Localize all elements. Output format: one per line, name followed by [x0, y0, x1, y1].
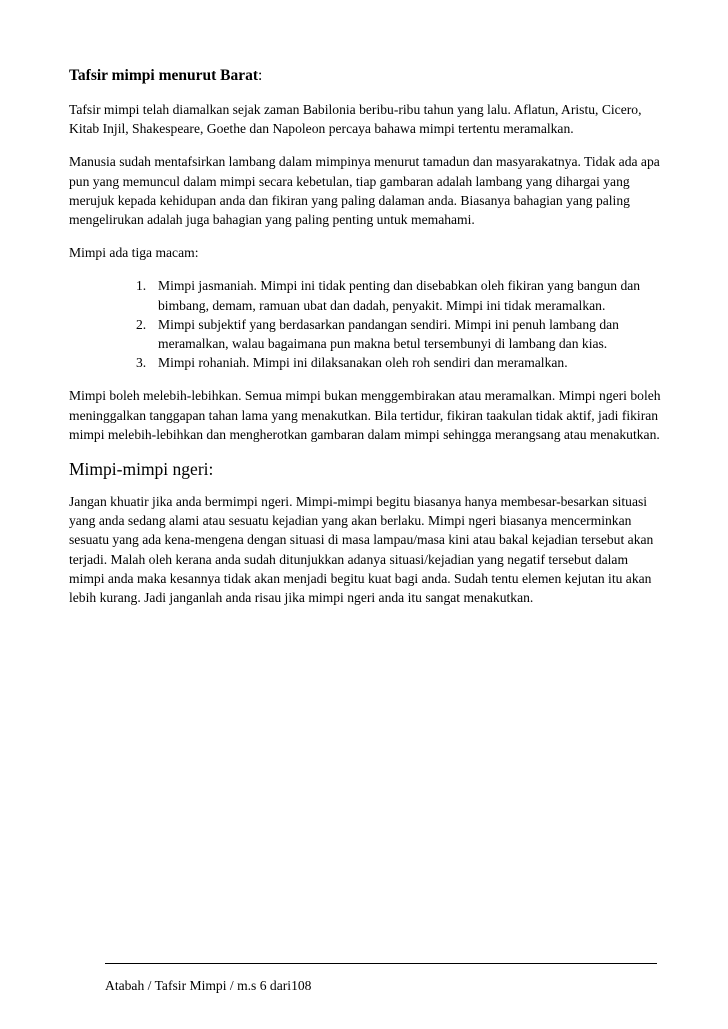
- list-item-text: Mimpi jasmaniah. Mimpi ini tidak penting dan disebabkan oleh fikiran yang bangun dan bimbang, demam, ramuan ubat dan dadah, penyakit. Mimpi ini tidak meramalkan.: [158, 278, 641, 313]
- paragraph-exaggeration: Mimpi boleh melebih-lebihkan. Semua mimpi bukan menggembirakan atau meramalkan. Mimpi ngeri boleh meninggalkan tanggapan tahan lama yang menakutkan. Bila tertidur, fikiran taakulan tidak aktif, jadi fikiran mimpi melebih-lebihkan dan mengherotkan gambaran dalam mimpi sehingga merangsang atau menakutkan.: [69, 388, 661, 442]
- section-heading-barat-colon: :: [258, 67, 263, 84]
- footer-divider: [105, 963, 657, 964]
- page-content: [69, 66, 661, 621]
- list-item-number: 1.: [136, 278, 147, 294]
- section-heading-barat: [69, 66, 661, 86]
- list-item: [69, 353, 661, 372]
- list-item-text: Mimpi subjektif yang berdasarkan pandangan sendiri. Mimpi ini penuh lambang dan meramalkan, walau bagaimana pun makna betul tersembunyi di lambang dan kias.: [158, 316, 619, 352]
- dream-types-list: [69, 276, 661, 372]
- list-item-number: 3.: [136, 355, 147, 371]
- section-heading-barat-text: Tafsir mimpi menurut Barat: [69, 67, 259, 84]
- section-heading-nightmares: Mimpi-mimpi ngeri:: [69, 459, 214, 480]
- list-item-number: 2.: [136, 316, 147, 332]
- paragraph-history: Tafsir mimpi telah diamalkan sejak zaman Babilonia beribu-ribu tahun yang lalu. Aflatun, Aristu, Cicero, Kitab Injil, Shakespeare, Goethe dan Napoleon percaya bahawa mimpi tertentu meramalkan.: [69, 102, 642, 137]
- list-item-text: Mimpi rohaniah. Mimpi ini dilaksanakan oleh roh sendiri dan meramalkan.: [158, 355, 568, 371]
- paragraph-nightmares: Jangan khuatir jika anda bermimpi ngeri. Mimpi-mimpi begitu biasanya hanya membesar-besarkan situasi yang anda sedang alami atau sesuatu kejadian yang akan berlaku. Mimpi ngeri biasanya mencerminkan sesuatu yang ada kena-mengena dengan situasi di masa lampau/masa kini atau bakal kejadian tersebut akan terjadi. Malah oleh kerana anda sudah ditunjukkan adanya situasi/kejadian yang negatif tersebut dalam mimpi anda maka kesannya tidak akan menjadi begitu kuat bagi anda. Sudah tentu elemen kejutan itu akan lebih kurang. Jadi janganlah anda risau jika mimpi ngeri anda itu sangat menakutkan.: [69, 494, 654, 606]
- paragraph-types-intro: Mimpi ada tiga macam:: [69, 245, 199, 261]
- list-item: [69, 276, 661, 314]
- list-item: [69, 315, 661, 353]
- paragraph-symbols: Manusia sudah mentafsirkan lambang dalam mimpinya menurut tamadun dan masyarakatnya. Tidak ada apa pun yang memuncul dalam mimpi secara kebetulan, tiap gambaran adalah lambang yang dihargai yang merujuk kepada kehidupan anda dan fikiran yang paling dalaman anda. Biasanya bahagian yang paling mengelirukan adalah juga bahagian yang paling penting untuk memahami.: [69, 154, 660, 228]
- page-footer: Atabah / Tafsir Mimpi / m.s 6 dari108: [105, 978, 312, 993]
